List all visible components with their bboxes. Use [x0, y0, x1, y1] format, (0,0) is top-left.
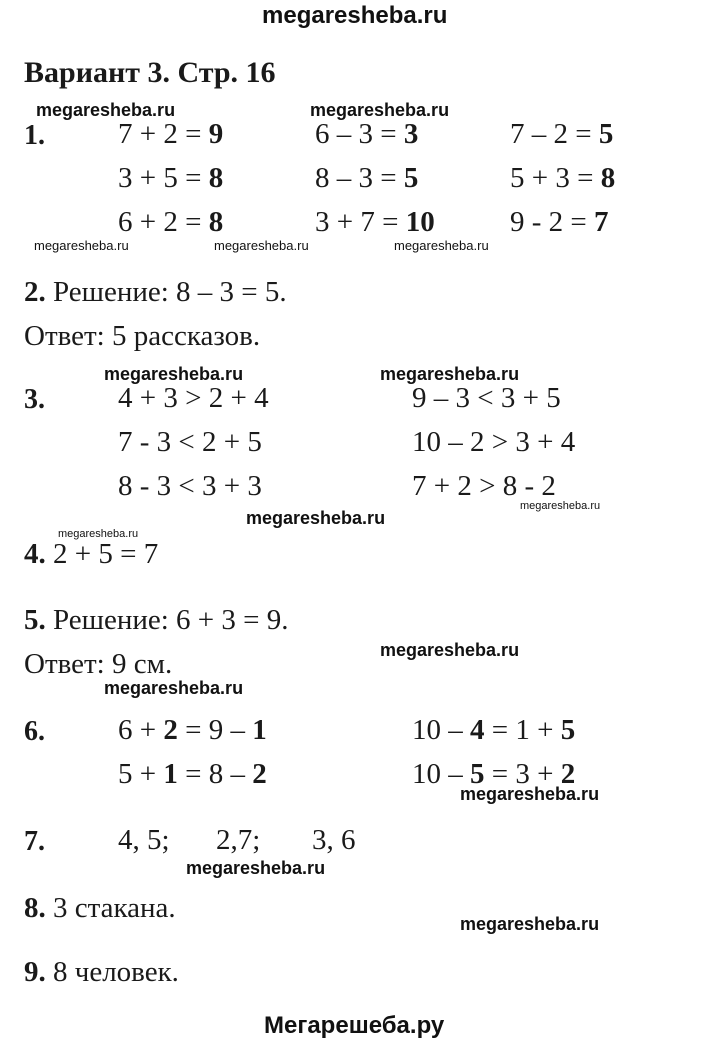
watermark: megaresheba.ru	[310, 100, 450, 120]
watermark: megaresheba.ru	[246, 508, 386, 528]
task3-comparison: 7 + 2 > 8 - 2	[412, 470, 556, 502]
task2-answer: Ответ: 5 рассказов.	[24, 320, 261, 352]
task-number: 3.	[24, 384, 45, 415]
watermark: megaresheba.ru	[520, 500, 601, 512]
task3-comparison: 10 – 2 > 3 + 4	[412, 426, 576, 458]
watermark: megaresheba.ru	[380, 640, 520, 660]
watermark: megaresheba.ru	[394, 238, 489, 253]
watermark: megaresheba.ru	[36, 100, 176, 120]
task1-expression: 3 + 5 = 8	[118, 162, 224, 194]
task6-equation: 5 + 1 = 8 – 2	[118, 758, 267, 790]
task1-expression: 6 – 3 = 3	[315, 118, 419, 150]
watermark: megaresheba.ru	[104, 678, 244, 698]
task-number: 1.	[24, 120, 45, 151]
footer-watermark: Мегарешеба.ру	[264, 1012, 445, 1039]
task1-expression: 8 – 3 = 5	[315, 162, 419, 194]
task5-answer: Ответ: 9 см.	[24, 648, 173, 680]
task2-solution: 2. Решение: 8 – 3 = 5.	[24, 276, 287, 308]
task7-pair: 3, 6	[312, 824, 356, 856]
task5-solution: 5. Решение: 6 + 3 = 9.	[24, 604, 289, 636]
task3-comparison: 9 – 3 < 3 + 5	[412, 382, 561, 414]
task3-comparison: 4 + 3 > 2 + 4	[118, 382, 269, 414]
task1-expression: 5 + 3 = 8	[510, 162, 616, 194]
header-watermark: megaresheba.ru	[262, 2, 448, 29]
task6-equation: 10 – 5 = 3 + 2	[412, 758, 576, 790]
task3-comparison: 8 - 3 < 3 + 3	[118, 470, 262, 502]
task6-equation: 6 + 2 = 9 – 1	[118, 714, 267, 746]
task3-comparison: 7 - 3 < 2 + 5	[118, 426, 262, 458]
task6-equation: 10 – 4 = 1 + 5	[412, 714, 576, 746]
task9-answer: 9. 8 человек.	[24, 956, 179, 988]
task7-pair: 4, 5;	[118, 824, 170, 856]
watermark: megaresheba.ru	[34, 238, 129, 253]
watermark: megaresheba.ru	[58, 528, 139, 540]
task1-expression: 9 - 2 = 7	[510, 206, 609, 238]
task1-expression: 6 + 2 = 8	[118, 206, 224, 238]
task1-expression: 3 + 7 = 10	[315, 206, 435, 238]
task8-answer: 8. 3 стакана.	[24, 892, 176, 924]
watermark: megaresheba.ru	[214, 238, 309, 253]
task4-answer: 4. 2 + 5 = 7	[24, 538, 159, 570]
page-title: Вариант 3. Стр. 16	[24, 56, 276, 89]
task-number: 7.	[24, 826, 45, 857]
watermark: megaresheba.ru	[186, 858, 326, 878]
watermark: megaresheba.ru	[380, 364, 520, 384]
task1-expression: 7 – 2 = 5	[510, 118, 614, 150]
watermark: megaresheba.ru	[460, 914, 600, 934]
watermark: megaresheba.ru	[460, 784, 600, 804]
task7-pair: 2,7;	[216, 824, 261, 856]
watermark: megaresheba.ru	[104, 364, 244, 384]
task1-expression: 7 + 2 = 9	[118, 118, 224, 150]
task-number: 6.	[24, 716, 45, 747]
